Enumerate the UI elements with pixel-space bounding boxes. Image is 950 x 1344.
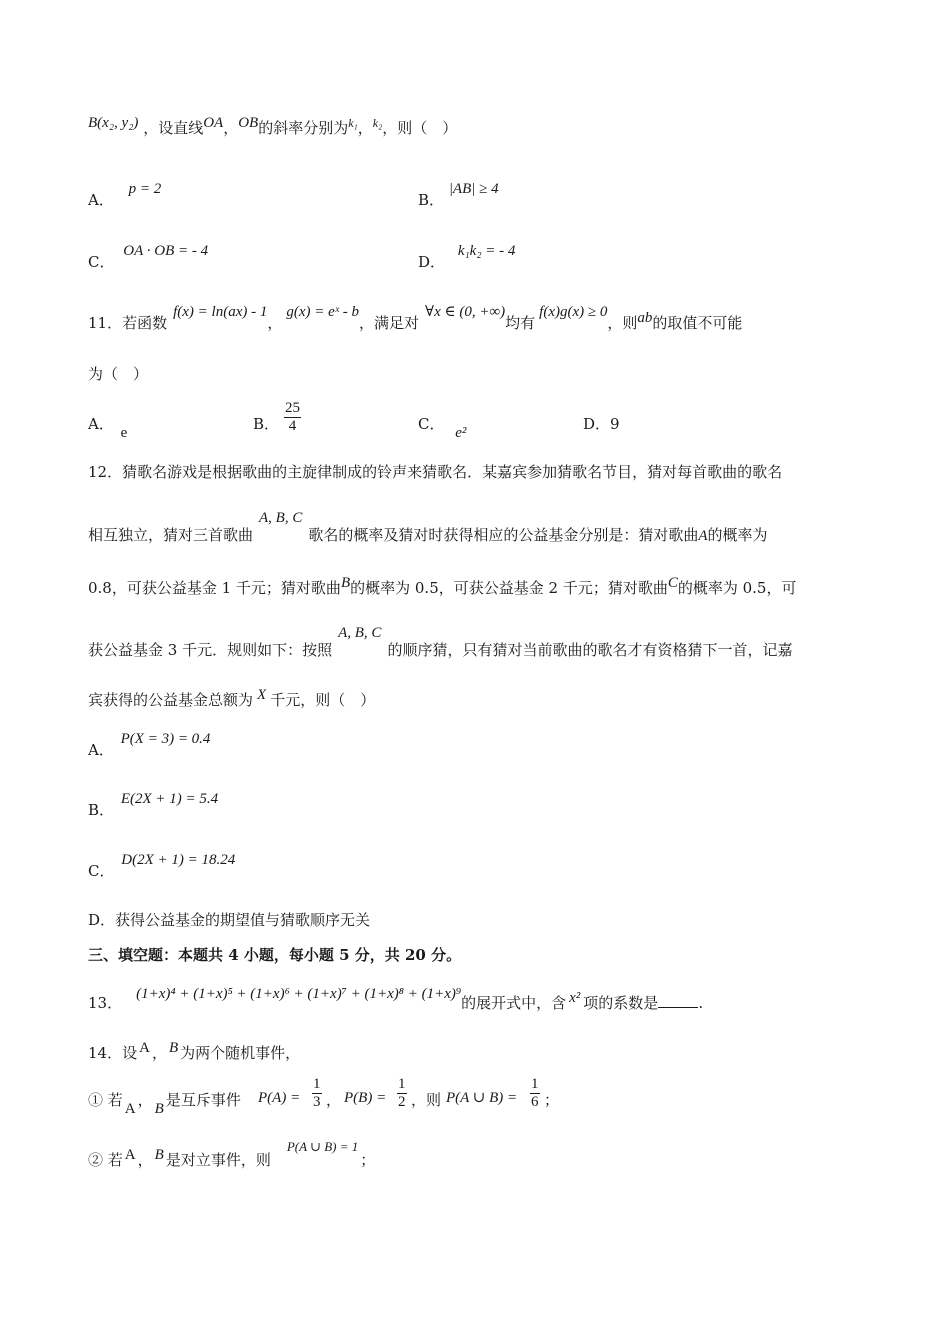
q10-option-b[interactable]: B． |AB| ≥ 4 [418, 181, 499, 209]
q11-stem-line: 11．若函数f(x) = ln(ax) - 1，g(x) = eˣ - b，满足对∀x ∈ (0, +∞)均有f(x)g(x) ≥ 0，则ab的取值不可能 [88, 304, 743, 332]
fraction-pa: $\frac{1}{3}$ [313, 1076, 321, 1110]
q12-stem-line-4: 获公益基金 3 千元．规则如下：按照A, B, C的顺序猜，只有猜对当前歌曲的歌名才有资格猜下一首，记嘉 [88, 625, 793, 659]
section-heading: 三、填空题：本题共 4 小题，每小题 5 分，共 20 分。 [88, 946, 462, 964]
q14-stem: 14．设 A ， B 为两个随机事件， [88, 1040, 301, 1062]
q11-option-d[interactable]: D．9 [583, 415, 620, 433]
q11-stem-line-2: 为（ ） [88, 365, 149, 383]
q12-option-d[interactable]: D．获得公益基金的期望值与猜歌顺序无关 [88, 911, 371, 929]
q12-stem-line-2: 相互独立，猜对三首歌曲A, B, C歌名的概率及猜对时获得相应的公益基金分别是：猜对歌曲A的概率为 [88, 510, 768, 544]
answer-blank[interactable] [658, 993, 698, 1008]
q11-option-b-fraction: $\frac{25}{4}$ [285, 400, 300, 434]
q10-option-d[interactable]: D． k₁k₂ = - 4 [418, 243, 516, 271]
q12-stem-line-1: 12．猜歌名游戏是根据歌曲的主旋律制成的铃声来猜歌名．某嘉宾参加猜歌名节目，猜对每首歌曲的歌名 [88, 463, 783, 481]
q12-stem-line-5: 宾获得的公益基金总额为 X 千元，则（ ） [88, 687, 376, 709]
q12-option-c[interactable]: C． D(2X + 1) = 18.24 [88, 852, 236, 880]
q10-stem-line: B(x₂, y₂) ，设直线OA，OB的斜率分别为$^{k_1}$，$^{k_2}$，则（ ） [88, 115, 458, 137]
fraction-pb: $\frac{1}{2}$ [398, 1076, 406, 1110]
q10-option-a[interactable]: A． p = 2 [88, 181, 162, 209]
q13-expression: (1+x)⁴ + (1+x)⁵ + (1+x)⁶ + (1+x)⁷ + (1+x)⁸ + (1+x)⁹ [136, 986, 462, 1002]
q14-item-1: ① 若 A ， B 是互斥事件 P(A) = $\frac{1}{3}$ ， P(B) = $\frac{1}{2}$ ，则 P(A ∪ B) = $\frac{1}{6}$ ； [88, 1076, 560, 1117]
q12-option-b[interactable]: B． E(2X + 1) = 5.4 [88, 791, 219, 819]
q11-options-row [88, 400, 708, 444]
exam-page [88, 0, 868, 1344]
q10-option-c[interactable]: C． OA · OB = - 4 [88, 243, 209, 271]
q11-option-a[interactable]: A． e [88, 415, 128, 441]
fraction-paub: $\frac{1}{6}$ [531, 1076, 539, 1110]
q12-option-a[interactable]: A． P(X = 3) = 0.4 [88, 731, 211, 759]
q14-item-2: ② 若 A ， B 是对立事件，则P(A ∪ B) = 1； [88, 1139, 376, 1169]
q11-option-c[interactable]: C． e² [418, 415, 467, 441]
q11-option-b[interactable]: B． [253, 415, 280, 433]
q13-stem: 13． (1+x)⁴ + (1+x)⁵ + (1+x)⁶ + (1+x)⁷ + (1+x)⁸ + (1+x)⁹的展开式中，含 x² 项的系数是 . [88, 986, 704, 1012]
q12-stem-line-3: 0.8，可获公益基金 1 千元；猜对歌曲B的概率为 0.5，可获公益基金 2 千元；猜对歌曲C的概率为 0.5，可 [88, 575, 797, 597]
point-b-math: B(x₂, y₂) [88, 115, 139, 131]
